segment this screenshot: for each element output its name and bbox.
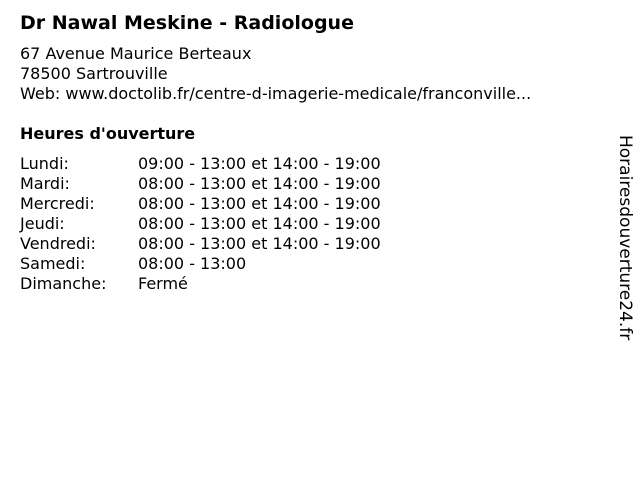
day-label: Mercredi: bbox=[20, 194, 95, 213]
day-label: Mardi: bbox=[20, 174, 70, 193]
hours-row-monday bbox=[20, 154, 440, 174]
day-hours: 09:00 - 13:00 et 14:00 - 19:00 bbox=[138, 154, 381, 173]
day-hours: Fermé bbox=[138, 274, 188, 293]
day-hours: 08:00 - 13:00 bbox=[138, 254, 247, 273]
address-street: 67 Avenue Maurice Berteaux bbox=[20, 44, 252, 63]
hours-row-wednesday bbox=[20, 194, 440, 214]
day-hours: 08:00 - 13:00 et 14:00 - 19:00 bbox=[138, 174, 381, 193]
address-block bbox=[20, 44, 531, 104]
hours-heading: Heures d'ouverture bbox=[20, 124, 196, 143]
hours-row-sunday bbox=[20, 274, 440, 294]
day-label: Lundi: bbox=[20, 154, 69, 173]
day-label: Vendredi: bbox=[20, 234, 96, 253]
hours-table bbox=[20, 154, 440, 294]
site-watermark: Horairesdouverture24.fr bbox=[615, 135, 635, 341]
day-hours: 08:00 - 13:00 et 14:00 - 19:00 bbox=[138, 194, 381, 213]
hours-row-saturday bbox=[20, 254, 440, 274]
day-hours: 08:00 - 13:00 et 14:00 - 19:00 bbox=[138, 214, 381, 233]
hours-row-friday bbox=[20, 234, 440, 254]
address-city: 78500 Sartrouville bbox=[20, 64, 168, 83]
day-label: Samedi: bbox=[20, 254, 86, 273]
hours-row-tuesday bbox=[20, 174, 440, 194]
page-title: Dr Nawal Meskine - Radiologue bbox=[20, 12, 354, 34]
day-hours: 08:00 - 13:00 et 14:00 - 19:00 bbox=[138, 234, 381, 253]
day-label: Dimanche: bbox=[20, 274, 107, 293]
day-label: Jeudi: bbox=[20, 214, 65, 233]
address-web: Web: www.doctolib.fr/centre-d-imagerie-medicale/franconville... bbox=[20, 84, 532, 103]
hours-row-thursday bbox=[20, 214, 440, 234]
